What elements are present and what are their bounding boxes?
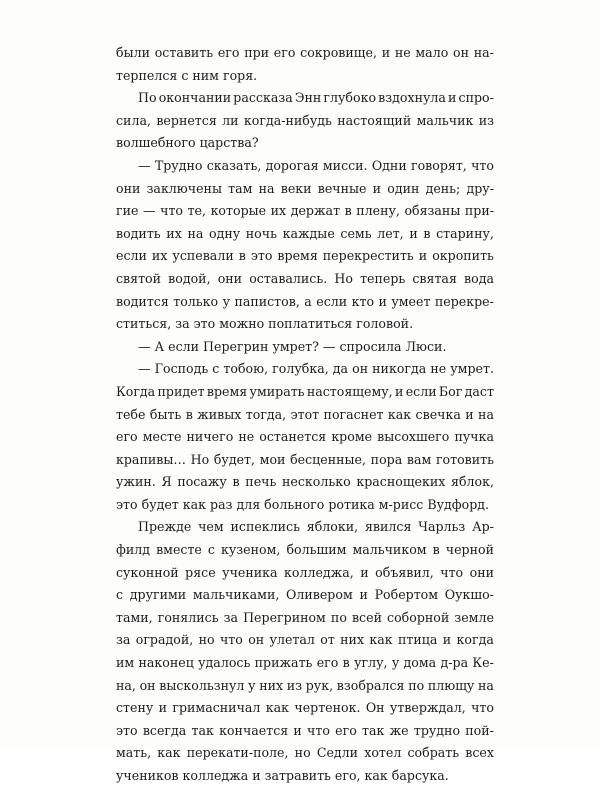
text-line: — Господь с тобою, голубка, да он никогда не умрет. [138, 361, 494, 377]
page-text [116, 42, 494, 788]
paragraph [116, 87, 494, 155]
text-line: они заключены там на веки вечные и один день; дру- [116, 180, 494, 196]
text-line: учеников колледжа и затравить его, как барсука. [116, 768, 449, 783]
text-line: стену и гримасничал как чертенок. Он утверждал, что [116, 700, 494, 716]
text-line: гие — что те, которые их держат в плену, обязаны при- [116, 203, 494, 219]
text-line: за оградой, но что он улетал от них как птица и когда [116, 632, 494, 648]
paragraph [116, 358, 494, 516]
text-line: на, он выскользнул у них из рук, взобрался по плющу на [116, 677, 494, 693]
text-line: с другими мальчиками, Оливером и Робертом Оукшо- [116, 587, 494, 603]
text-line: им наконец удалось прижать его в углу, у дома д-ра Ке- [116, 655, 494, 671]
text-line: мать, как перекати-поле, но Седли хотел собрать всех [116, 745, 494, 761]
paragraph [116, 155, 494, 336]
text-line: водится только у папистов, а если кто и умеет перекре- [116, 293, 494, 309]
text-line: если их успевали в это время перекрестить и окропить [116, 248, 494, 264]
text-line: сила, вернется ли когда-нибудь настоящий мальчик из [116, 112, 494, 128]
text-line: водить их на одну ночь каждые семь лет, и в старину, [116, 225, 494, 241]
text-line: его месте ничего не останется кроме высохшего пучка [116, 429, 494, 445]
text-line: По окончании рассказа Энн глубоко вздохнула и спро- [138, 90, 494, 106]
paragraph [116, 42, 494, 87]
text-line: — Трудно сказать, дорогая мисси. Одни говорят, что [138, 157, 494, 173]
text-line: это всегда так кончается и что его так же трудно пой- [116, 722, 494, 738]
text-line: тебе быть в живых тогда, этот погаснет как свечка и на [116, 406, 494, 422]
text-line: — А если Перегрин умрет? — спросила Люси. [138, 338, 447, 354]
text-line: крапивы… Но будет, мои бесценные, пора вам готовить [116, 451, 494, 467]
paragraph [116, 516, 494, 787]
text-line: ститься, за это можно поплатиться головой. [116, 316, 414, 332]
text-line: были оставить его при его сокровище, и не мало он на- [116, 45, 494, 60]
text-line: тами, гонялись за Перегрином по всей соборной земле [116, 609, 494, 625]
text-line: волшебного царства? [116, 135, 259, 151]
text-line: Прежде чем испеклись яблоки, явился Чарльз Ар- [138, 519, 494, 535]
text-line: это будет как раз для больного ротика м-рисс Вудфорд. [116, 496, 490, 512]
text-line: терпелся с ним горя. [116, 67, 258, 83]
paragraph [116, 336, 494, 359]
text-line: суконной рясе ученика колледжа, и объявил, что они [116, 564, 494, 580]
text-line: филд вместе с кузеном, большим мальчиком в черной [116, 542, 494, 558]
text-line: святой водой, они оставались. Но теперь святая вода [116, 270, 494, 286]
text-line: Когда придет время умирать настоящему, и если Бог даст [116, 383, 494, 399]
text-line: ужин. Я посажу в печь несколько краснощеких яблок, [116, 474, 494, 490]
